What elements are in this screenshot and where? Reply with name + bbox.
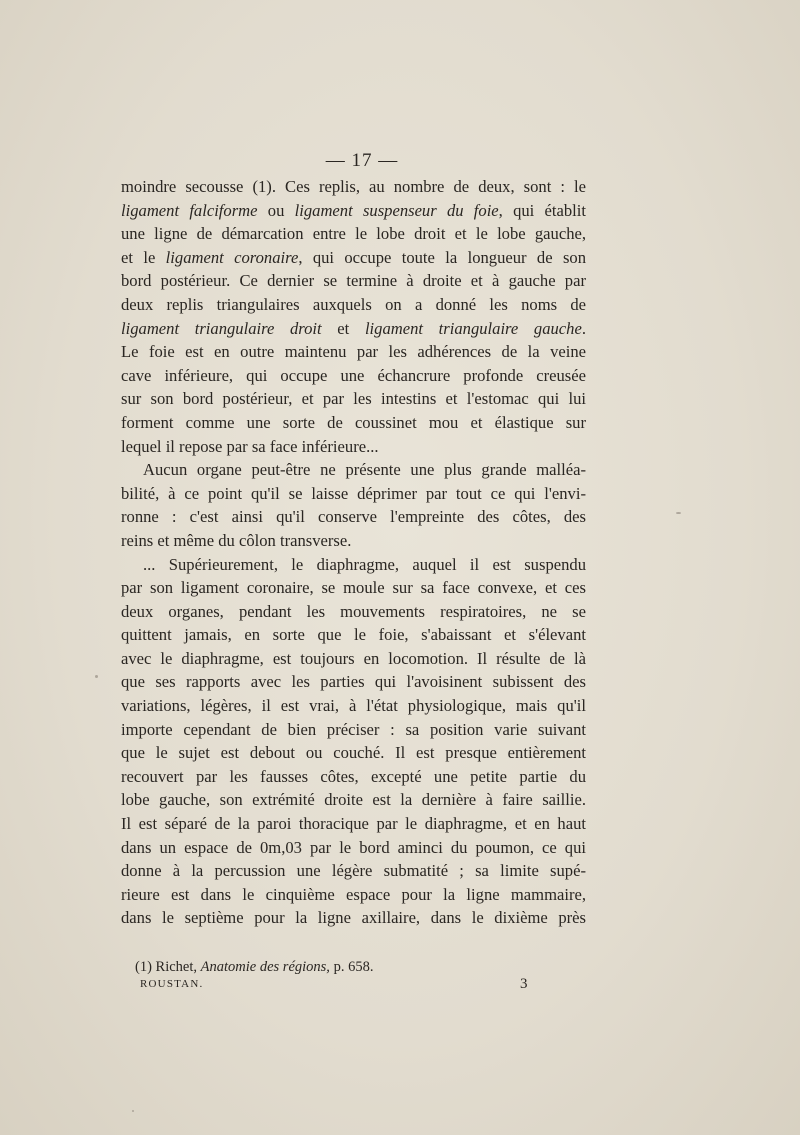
paper-speck — [95, 675, 98, 678]
text-line: reins et même du côlon transverse. — [121, 530, 352, 550]
text-line: cave inférieure, qui occupe une échancrure profonde creusée — [121, 365, 586, 385]
text-line: ligament falciforme ou ligament suspenseur du foie, qui établit — [121, 200, 586, 220]
printer-signature: ROUSTAN. — [140, 978, 204, 990]
text-line: ronne : c'est ainsi qu'il conserve l'empreinte des côtes, des — [121, 507, 586, 527]
text-line: importe cependant de bien préciser : sa position varie suivant — [121, 719, 586, 739]
body-text — [121, 175, 586, 930]
text-line: ... Supérieurement, le diaphragme, auquel il est suspendu — [143, 554, 586, 574]
footnote-marker: (1) — [135, 959, 152, 975]
text-line: Le foie est en outre maintenu par les adhérences de la veine — [121, 342, 586, 362]
text-line: avec le diaphragme, est toujours en locomotion. Il résulte de là — [121, 648, 586, 668]
text-line: Aucun organe peut-être ne présente une plus grande malléa- — [143, 460, 586, 480]
text-line: variations, légères, il est vrai, à l'état physiologique, mais qu'il — [121, 696, 586, 716]
text-line: donne à la percussion une légère submatité ; sa limite supé- — [121, 861, 586, 881]
text-line: sur son bord postérieur, et par les intestins et l'estomac qui lui — [121, 389, 586, 409]
page-number: — 17 — — [325, 150, 399, 171]
text-line: dans le septième pour la ligne axillaire, dans le dixième près — [121, 908, 586, 928]
sheet-number: 3 — [520, 976, 528, 992]
text-line: ligament triangulaire droit et ligament triangulaire gauche. — [121, 318, 586, 338]
italic-term: ligament suspenseur du foie — [294, 200, 499, 220]
text-line: que le sujet est debout ou couché. Il est presque entièrement — [121, 743, 586, 763]
text-line: bord postérieur. Ce dernier se termine à droite et à gauche par — [121, 271, 586, 291]
text-line: moindre secousse (1). Ces replis, au nombre de deux, sont : le — [121, 177, 586, 196]
footnote-author: Richet, — [155, 959, 198, 975]
text-line: recouvert par les fausses côtes, excepté une petite partie du — [121, 766, 586, 786]
text-line: par son ligament coronaire, se moule sur sa face convexe, et ces — [121, 578, 586, 598]
text-line: et le ligament coronaire, qui occupe toute la longueur de son — [121, 247, 586, 267]
text-line: que ses rapports avec les parties qui l'avoisinent subissent des — [121, 672, 586, 692]
text-line: lequel il repose par sa face inférieure... — [121, 436, 379, 456]
text-line: bilité, à ce point qu'il se laisse déprimer par tout ce qui l'envi- — [121, 483, 586, 503]
text-line: quittent jamais, en sorte que le foie, s'abaissant et s'élevant — [121, 625, 586, 645]
text-line: deux replis triangulaires auxquels on a donné les noms de — [121, 294, 586, 314]
italic-term: ligament triangulaire gauche — [364, 318, 582, 338]
footnote-page: p. 658. — [333, 959, 374, 975]
text-line: Il est séparé de la paroi thoracique par le diaphragme, et en haut — [121, 814, 586, 834]
paper-speck — [132, 1110, 134, 1112]
footnote-work: Anatomie des régions, — [200, 959, 330, 975]
italic-term: ligament coronaire — [165, 247, 299, 267]
footnote — [135, 957, 373, 977]
text-line: deux organes, pendant les mouvements respiratoires, ne se — [121, 601, 586, 621]
text-line: dans un espace de 0m,03 par le bord aminci du poumon, ce qui — [121, 837, 586, 857]
text-line: une ligne de démarcation entre le lobe droit et le lobe gauche, — [121, 224, 586, 244]
paper-speck — [676, 512, 681, 514]
text-line: forment comme une sorte de coussinet mou et élastique sur — [121, 412, 586, 432]
text-line: lobe gauche, son extrémité droite est la dernière à faire saillie. — [121, 790, 586, 810]
italic-term: ligament triangulaire droit — [121, 318, 322, 338]
italic-term: ligament falciforme — [121, 200, 258, 220]
text-line: rieure est dans le cinquième espace pour la ligne mammaire, — [121, 884, 586, 904]
